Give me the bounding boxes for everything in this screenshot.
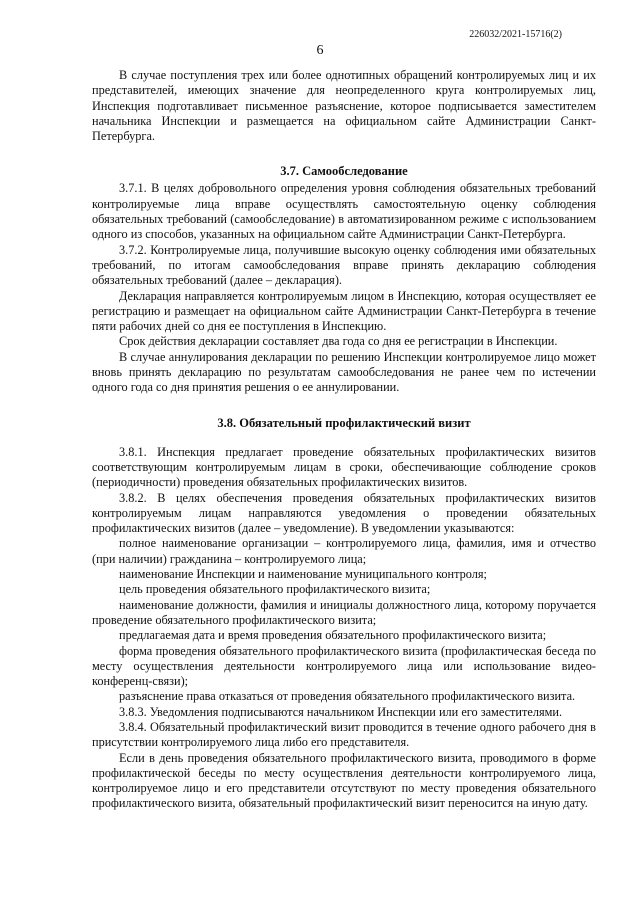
page-number: 6	[316, 43, 324, 58]
paragraph-declaration-annulment: В случае аннулирования декларации по решению Инспекции контролируемое лицо может вновь принять декларацию по результатам самообследования не ранее чем по истечении одного года со дня принятия решения о ее аннулировании.	[92, 349, 596, 395]
paragraph-declaration-submission: Декларация направляется контролируемым лицом в Инспекцию, которая осуществляет ее регистрацию и размещает на официальном сайте Администрации Санкт-Петербурга в течение пяти рабочих дней со дня ее поступления в Инспекцию.	[92, 288, 596, 334]
list-item-official-position: наименование должности, фамилия и инициалы должностного лица, которому поручается проведение обязательного профилактического визита;	[92, 597, 596, 627]
paragraph-declaration-validity: Срок действия декларации составляет два года со дня ее регистрации в Инспекции.	[119, 334, 558, 349]
section-heading-self-assessment: 3.7. Самообследование	[280, 164, 408, 179]
registration-number: 226032/2021-15716(2)	[469, 29, 562, 40]
paragraph-3-8-3: 3.8.3. Уведомления подписываются начальником Инспекции или его заместителями.	[119, 704, 563, 719]
list-item-visit-form: форма проведения обязательного профилактического визита (профилактическая беседа по месту осуществления деятельности контролируемого лица или использование видео-конференц-связи);	[92, 643, 596, 689]
paragraph-visit-rescheduling: Если в день проведения обязательного профилактического визита, проводимого в форме профилактической беседы по месту осуществления деятельности контролируемого лица, контролируемое лицо и его представители отсутствуют по месту проведения обязательного профилактического визита, обязательный профилактический визит переносится на иную дату.	[92, 750, 596, 811]
list-item-inspection-name: наименование Инспекции и наименование муниципального контроля;	[119, 567, 487, 582]
list-item-visit-purpose: цель проведения обязательного профилактического визита;	[119, 582, 431, 597]
list-item-organization-name: полное наименование организации – контролируемого лица, фамилия, имя и отчество (при наличии) гражданина – контролируемого лица;	[92, 536, 596, 566]
paragraph-3-8-4: 3.8.4. Обязательный профилактический визит проводится в течение одного рабочего дня в присутствии контролируемого лица либо его представителя.	[92, 719, 596, 750]
paragraph-3-8-2: 3.8.2. В целях обеспечения проведения обязательных профилактических визитов контролируемым лицам направляются уведомления о проведении обязательных профилактических визитов (далее – уведомление). В уведомлении указываются:	[92, 490, 596, 536]
list-item-proposed-date: предлагаемая дата и время проведения обязательного профилактического визита;	[119, 628, 547, 643]
document-body	[92, 68, 596, 812]
list-item-refusal-right: разъяснение права отказаться от проведения обязательного профилактического визита.	[119, 689, 576, 704]
section-heading-preventive-visit: 3.8. Обязательный профилактический визит	[217, 415, 471, 430]
paragraph-3-7-2: 3.7.2. Контролируемые лица, получившие высокую оценку соблюдения ими обязательных требований, по итогам самообследования вправе принять декларацию соблюдения обязательных требований (далее – декларация).	[92, 242, 596, 288]
paragraph-3-7-1: 3.7.1. В целях добровольного определения уровня соблюдения обязательных требований контролируемые лица вправе осуществлять самостоятельную оценку соблюдения обязательных требований (самообследование) в автоматизированном режиме с использованием одного из способов, указанных на официальном сайте Администрации Санкт-Петербурга.	[92, 181, 596, 242]
paragraph-3-8-1: 3.8.1. Инспекция предлагает проведение обязательных профилактических визитов соответствующим контролируемым лицам в сроки, обеспечивающие соблюдение сроков (периодичности) проведения обязательных профилактических визитов.	[92, 444, 596, 490]
paragraph-clarification: В случае поступления трех или более однотипных обращений контролируемых лиц и их представителей, имеющих значение для неопределенного круга контролируемых лиц, Инспекция подготавливает письменное разъяснение, которое подписывается заместителем начальника Инспекции и размещается на официальном сайте Администрации Санкт-Петербурга.	[92, 68, 596, 144]
